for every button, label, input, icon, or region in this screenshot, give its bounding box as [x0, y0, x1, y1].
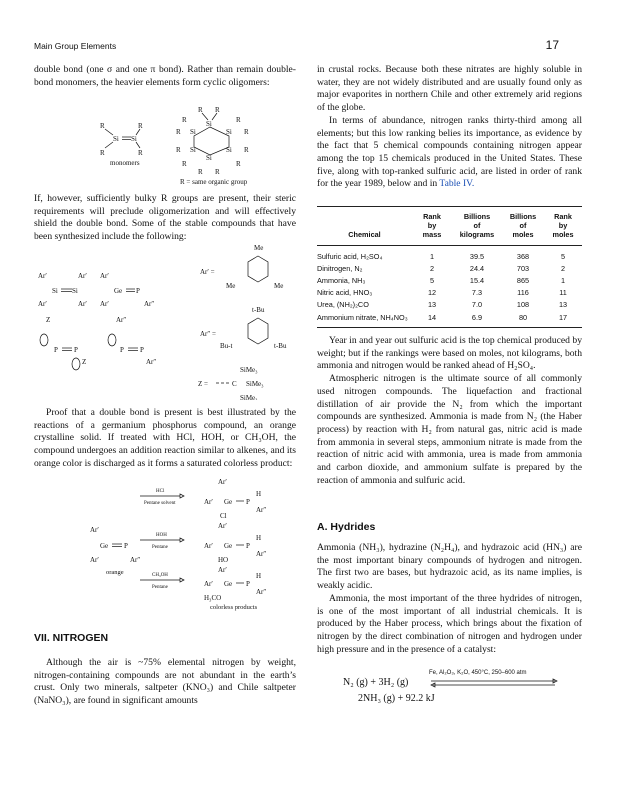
r-label: R — [244, 146, 249, 154]
r-label: R — [100, 122, 105, 130]
table-top-rule — [317, 206, 582, 207]
r-label: R — [138, 122, 143, 130]
si-label: Si — [226, 146, 232, 154]
svg-text:SiMe₃: SiMe₃ — [246, 380, 264, 388]
table-row: Urea, (NH₂)₂CO 13 7.0 108 13 — [317, 300, 568, 310]
svg-text:colorless products: colorless products — [210, 604, 258, 611]
si-label: Si — [206, 120, 212, 128]
r-label: R — [215, 168, 220, 176]
svg-text:Ar′: Ar′ — [218, 566, 227, 574]
svg-text:Ar″: Ar″ — [146, 358, 157, 366]
r-label: R — [138, 149, 143, 157]
section-nitrogen-title: VII. NITROGEN — [34, 632, 109, 644]
table-iv-link[interactable]: Table IV. — [439, 178, 475, 190]
table-row: Ammonia, NH₃ 5 15.4 865 1 — [317, 275, 566, 285]
r-label: R — [182, 160, 187, 168]
svg-text:Ar′: Ar′ — [204, 542, 213, 550]
r-label: R — [236, 116, 241, 124]
svg-text:Ge: Ge — [224, 580, 233, 588]
r-label: R — [176, 128, 181, 136]
r-label: R — [182, 116, 187, 124]
equation-conditions: Fe, Al₂O₃, K₂O, 450°C, 250–600 atm — [429, 670, 527, 676]
page-number: 17 — [545, 38, 559, 52]
svg-text:t-Bu: t-Bu — [274, 342, 287, 350]
svg-text:P: P — [120, 346, 124, 354]
equilibrium-arrow — [429, 678, 559, 688]
chemical-production-table: Rank Billions Billions Rank by of of by Chemical mass kilograms moles moles Sulfuric acid, H₂SO₄ 1 39.5 368 5 Dinitrogen, N₂ 2 24.4 703 2 Ammonia, NH₃ 5 15.4 865 1 Nitric acid, HNO₃ 12 7.3 116 11 Urea, (NH₂)₂CO 13 7.0 108 13 Ammonium nitrate, NH₄NO₃ 14 6.9 80 17 — [317, 212, 582, 323]
svg-text:C: C — [232, 380, 237, 388]
svg-text:Ge: Ge — [100, 542, 109, 550]
left-paragraph-2: If, however, sufficiently bulky R groups are present, their steric requirements will preclude oligomerization and will effectively shield the double bond. Some of the stable compounds that have been synthesized include the following: — [34, 193, 296, 243]
svg-text:Ar″: Ar″ — [116, 316, 127, 324]
monomers-label: monomers — [110, 159, 140, 167]
si-label: Si — [206, 154, 212, 162]
section-hydrides-title: A. Hydrides — [317, 521, 376, 533]
svg-text:Z =: Z = — [198, 380, 208, 388]
svg-text:Pentane solvent: Pentane solvent — [144, 501, 176, 506]
svg-text:H₃CO: H₃CO — [204, 594, 222, 602]
svg-text:P: P — [246, 498, 250, 506]
svg-text:Ar″: Ar″ — [256, 550, 267, 558]
svg-text:P: P — [74, 346, 78, 354]
svg-text:H: H — [256, 490, 262, 498]
svg-text:Ar″: Ar″ — [256, 588, 267, 596]
svg-text:Bu-t: Bu-t — [220, 342, 233, 350]
svg-text:Ar′: Ar′ — [78, 300, 87, 308]
si-label: Si — [190, 146, 196, 154]
svg-text:HCl: HCl — [156, 489, 165, 494]
figure-cyclic-oligomers — [80, 100, 300, 192]
svg-text:Ar″: Ar″ — [256, 506, 267, 514]
r-label: R — [176, 146, 181, 154]
svg-text:Ar″ =: Ar″ = — [200, 330, 216, 338]
svg-text:Me: Me — [226, 282, 236, 290]
r-label: R — [215, 106, 220, 114]
right-paragraph-5: Ammonia (NH₃), hydrazine (N₂H₄), and hydrazoic acid (HN₃) are the most important binary compounds of hydrogen and nitrogen. The first two are bases, but hydrazoic acid, as its name implies, is weakly acidic. Ammonia, the most important of the three hydrides of nitrogen, is one of the most important of all industrial chemicals. It is produced by the Haber process, which brings about the fixation of nitrogen by the direct combination of nitrogen and hydrogen under high pressure and in the presence of a catalyst: — [317, 542, 582, 655]
si-label: Si — [113, 135, 119, 143]
svg-text:Ar′: Ar′ — [90, 556, 99, 564]
table-row: Ammonium nitrate, NH₄NO₃ 14 6.9 80 17 — [317, 312, 568, 322]
svg-text:Ar′: Ar′ — [204, 498, 213, 506]
svg-text:Cl: Cl — [220, 512, 227, 520]
si-label: Si — [190, 128, 196, 136]
svg-text:Me: Me — [274, 282, 284, 290]
r-label: R — [236, 160, 241, 168]
figure-stable-compounds — [34, 240, 296, 400]
svg-text:P: P — [246, 542, 250, 550]
svg-text:Ar″: Ar″ — [144, 300, 155, 308]
r-label: R — [198, 168, 203, 176]
svg-text:Pentane: Pentane — [152, 585, 168, 590]
svg-text:P: P — [54, 346, 58, 354]
svg-text:Z: Z — [82, 358, 87, 366]
svg-text:Ar′: Ar′ — [38, 300, 47, 308]
svg-text:P: P — [136, 287, 140, 295]
svg-text:Ar′: Ar′ — [38, 272, 47, 280]
si-label: Si — [131, 135, 137, 143]
right-paragraph-1: in crustal rocks. Because both these nitrates are highly soluble in water, they are not widely distributed and are usually found only as major evaporites in northern Chile and other extremely arid regions of the globe. In terms of abundance, nitrogen ranks thirty-third among all elements; but this low ranking belies its importance, as evidence by the fact that 5 chemical compounds containing nitrogen appear among the top 15 chemicals produced in the United States. These five, along with top-ranked sulfuric acid, are listed in order of rank for the year 1989, below and in Table IV. — [317, 64, 582, 190]
r-label: R — [198, 106, 203, 114]
svg-text:Ar′ =: Ar′ = — [200, 268, 215, 276]
svg-text:Ar′: Ar′ — [218, 478, 227, 486]
table-bottom-rule — [317, 327, 582, 328]
svg-text:Pentane: Pentane — [152, 545, 168, 550]
svg-text:P: P — [246, 580, 250, 588]
table-row: Nitric acid, HNO₃ 12 7.3 116 11 — [317, 288, 567, 298]
svg-text:SiMe₃: SiMe₃ — [240, 366, 258, 374]
svg-text:Ar′: Ar′ — [204, 580, 213, 588]
svg-text:Ar′: Ar′ — [90, 526, 99, 534]
running-title: Main Group Elements — [34, 41, 117, 51]
right-paragraph-3: Year in and year out sulfuric acid is the top chemical produced by weight; but if the rankings were based on moles, not kilograms, both ammonia and nitrogen would be ranked ahead of H₂SO₄. Atmospheric nitrogen is the ultimate source of all commonly used nitrogen compounds. The liquefaction and fractional distillation of air provide the N₂ from which the important compounds are synthesized. Ammonia is made from N₂ (the Haber process) by reaction with H₂ from natural gas, nitric acid is made from ammonia in several steps, ammonium nitrate is made from the reaction of nitric acid with ammonia, urea is made from ammonia and carbon dioxide, and ammonium sulfate is prepared by the reaction of ammonia and sulfuric acid. — [317, 335, 582, 486]
svg-text:t-Bu: t-Bu — [252, 306, 265, 314]
svg-text:orange: orange — [106, 569, 124, 576]
svg-text:Ar″: Ar″ — [130, 556, 141, 564]
svg-text:Ar′: Ar′ — [100, 272, 109, 280]
si-label: Si — [226, 128, 232, 136]
r-label: R — [244, 128, 249, 136]
svg-text:Ge: Ge — [224, 542, 233, 550]
svg-text:Si: Si — [72, 287, 78, 295]
table-row: Dinitrogen, N₂ 2 24.4 703 2 — [317, 263, 566, 273]
svg-text:Ar′: Ar′ — [100, 300, 109, 308]
left-paragraph-3: Proof that a double bond is present is best illustrated by the reactions of a germanium phosphorus compound, an orange crystalline solid. If treated with HCl, HOH, or CH₃OH, the compound undergoes an addition reaction similar to alkenes, and its orange color is discharged as it forms a saturated colorless product: — [34, 407, 296, 469]
svg-text:CH₃OH: CH₃OH — [152, 573, 168, 578]
svg-text:Z: Z — [46, 316, 51, 324]
equation-right-side: 2NH₃ (g) + 92.2 kJ — [358, 693, 435, 704]
table-row: Sulfuric acid, H₂SO₄ 1 39.5 368 5 — [317, 251, 566, 261]
svg-text:HO: HO — [218, 556, 229, 564]
svg-text:Ge: Ge — [224, 498, 233, 506]
svg-text:Ar′: Ar′ — [78, 272, 87, 280]
svg-text:H: H — [256, 534, 262, 542]
svg-text:P: P — [124, 542, 128, 550]
svg-text:Me: Me — [254, 244, 264, 252]
r-label: R — [100, 149, 105, 157]
r-group-note: R = same organic group — [180, 178, 248, 186]
svg-text:H: H — [256, 572, 262, 580]
svg-text:SiMe₃: SiMe₃ — [240, 394, 258, 400]
svg-text:HOH: HOH — [156, 533, 167, 538]
svg-text:Ar′: Ar′ — [218, 522, 227, 530]
svg-text:Si: Si — [52, 287, 58, 295]
left-paragraph-4: Although the air is ~75% elemental nitrogen by weight, nitrogen-containing compounds are not abundant in the earth’s crust. Only two minerals, saltpeter (KNO₃) and Chile saltpeter (NaNO₃), are found in significant amounts — [34, 657, 296, 707]
svg-text:P: P — [140, 346, 144, 354]
svg-text:Ge: Ge — [114, 287, 123, 295]
equation-left-side: N₂ (g) + 3H₂ (g) — [343, 677, 409, 688]
left-paragraph-1: double bond (one σ and one π bond). Rather than remain double-bond monomers, the heavier elements form cyclic oligomers: — [34, 64, 296, 88]
figure-addition-reactions — [80, 476, 296, 611]
